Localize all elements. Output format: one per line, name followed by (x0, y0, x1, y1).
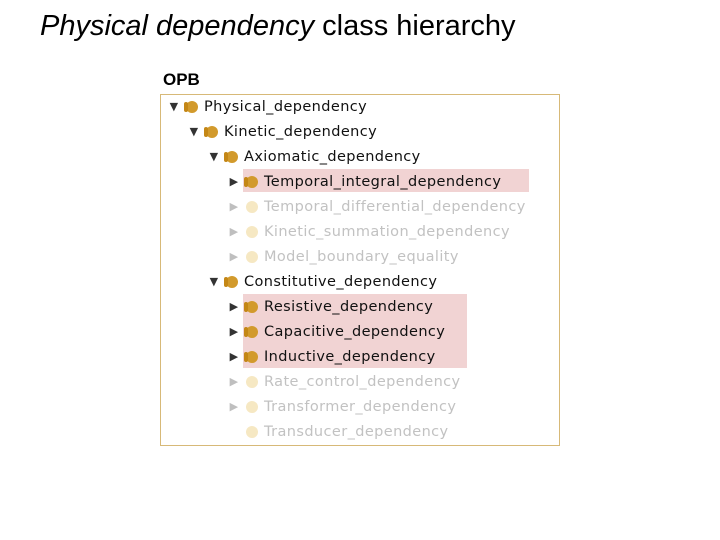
collapsed-triangle-icon[interactable]: ▶ (229, 175, 239, 188)
slide-title (40, 10, 516, 43)
expand-triangle-icon[interactable]: ▼ (209, 150, 219, 163)
class-bullet-icon (186, 101, 198, 113)
tree-node-kinetic-summation-dependency[interactable] (228, 220, 510, 243)
tree-node-capacitive-dependency[interactable] (228, 320, 445, 343)
class-bullet-icon (246, 201, 258, 213)
tree-node-kinetic-dependency[interactable] (188, 120, 377, 143)
tree-node-label: Kinetic_summation_dependency (264, 223, 510, 240)
expand-triangle-icon[interactable]: ▼ (189, 125, 199, 138)
class-bullet-icon (226, 151, 238, 163)
title-italic: Physical dependency (40, 10, 315, 42)
class-bullet-icon (246, 351, 258, 363)
expand-triangle-icon[interactable]: ▼ (169, 100, 179, 113)
tree-node-label: Transformer_dependency (264, 398, 457, 415)
collapsed-triangle-icon[interactable]: ▶ (229, 325, 239, 338)
collapsed-triangle-icon[interactable]: ▶ (229, 375, 239, 388)
tree-node-transformer-dependency[interactable] (228, 395, 456, 418)
expand-triangle-icon[interactable]: ▼ (209, 275, 219, 288)
tree-node-transducer-dependency[interactable] (228, 420, 449, 443)
tree-node-label: Temporal_differential_dependency (264, 198, 526, 215)
tree-node-inductive-dependency[interactable] (228, 345, 436, 368)
tree-node-label: Transducer_dependency (264, 423, 449, 440)
tree-node-label: Rate_control_dependency (264, 373, 461, 390)
collapsed-triangle-icon[interactable]: ▶ (229, 300, 239, 313)
tree-node-label: Model_boundary_equality (264, 248, 459, 265)
ontology-label: OPB (163, 70, 200, 89)
class-bullet-icon (246, 426, 258, 438)
collapsed-triangle-icon[interactable]: ▶ (229, 400, 239, 413)
collapsed-triangle-icon[interactable]: ▶ (229, 350, 239, 363)
class-bullet-icon (246, 176, 258, 188)
tree-node-label: Kinetic_dependency (224, 123, 378, 140)
tree-node-model-boundary-equality[interactable] (228, 245, 459, 268)
tree-node-label: Physical_dependency (204, 98, 368, 115)
class-bullet-icon (246, 301, 258, 313)
class-bullet-icon (246, 326, 258, 338)
tree-node-resistive-dependency[interactable] (228, 295, 433, 318)
tree-node-label: Resistive_dependency (264, 298, 434, 315)
class-bullet-icon (246, 376, 258, 388)
class-bullet-icon (206, 126, 218, 138)
tree-node-label: Temporal_integral_dependency (264, 173, 502, 190)
tree-node-axiomatic-dependency[interactable] (208, 145, 421, 168)
collapsed-triangle-icon[interactable]: ▶ (229, 225, 239, 238)
tree-node-label: Constitutive_dependency (244, 273, 438, 290)
tree-node-rate-control-dependency[interactable] (228, 370, 461, 393)
class-bullet-icon (226, 276, 238, 288)
collapsed-triangle-icon[interactable]: ▶ (229, 200, 239, 213)
tree-node-label: Inductive_dependency (264, 348, 436, 365)
tree-node-physical-dependency[interactable] (168, 95, 367, 118)
class-bullet-icon (246, 226, 258, 238)
tree-node-label: Axiomatic_dependency (244, 148, 421, 165)
title-rest: class hierarchy (314, 10, 516, 42)
tree-node-label: Capacitive_dependency (264, 323, 446, 340)
tree-node-temporal-differential-dependency[interactable] (228, 195, 526, 218)
class-bullet-icon (246, 401, 258, 413)
tree-node-temporal-integral-dependency[interactable] (228, 170, 501, 193)
class-bullet-icon (246, 251, 258, 263)
collapsed-triangle-icon[interactable]: ▶ (229, 250, 239, 263)
tree-node-constitutive-dependency[interactable] (208, 270, 437, 293)
